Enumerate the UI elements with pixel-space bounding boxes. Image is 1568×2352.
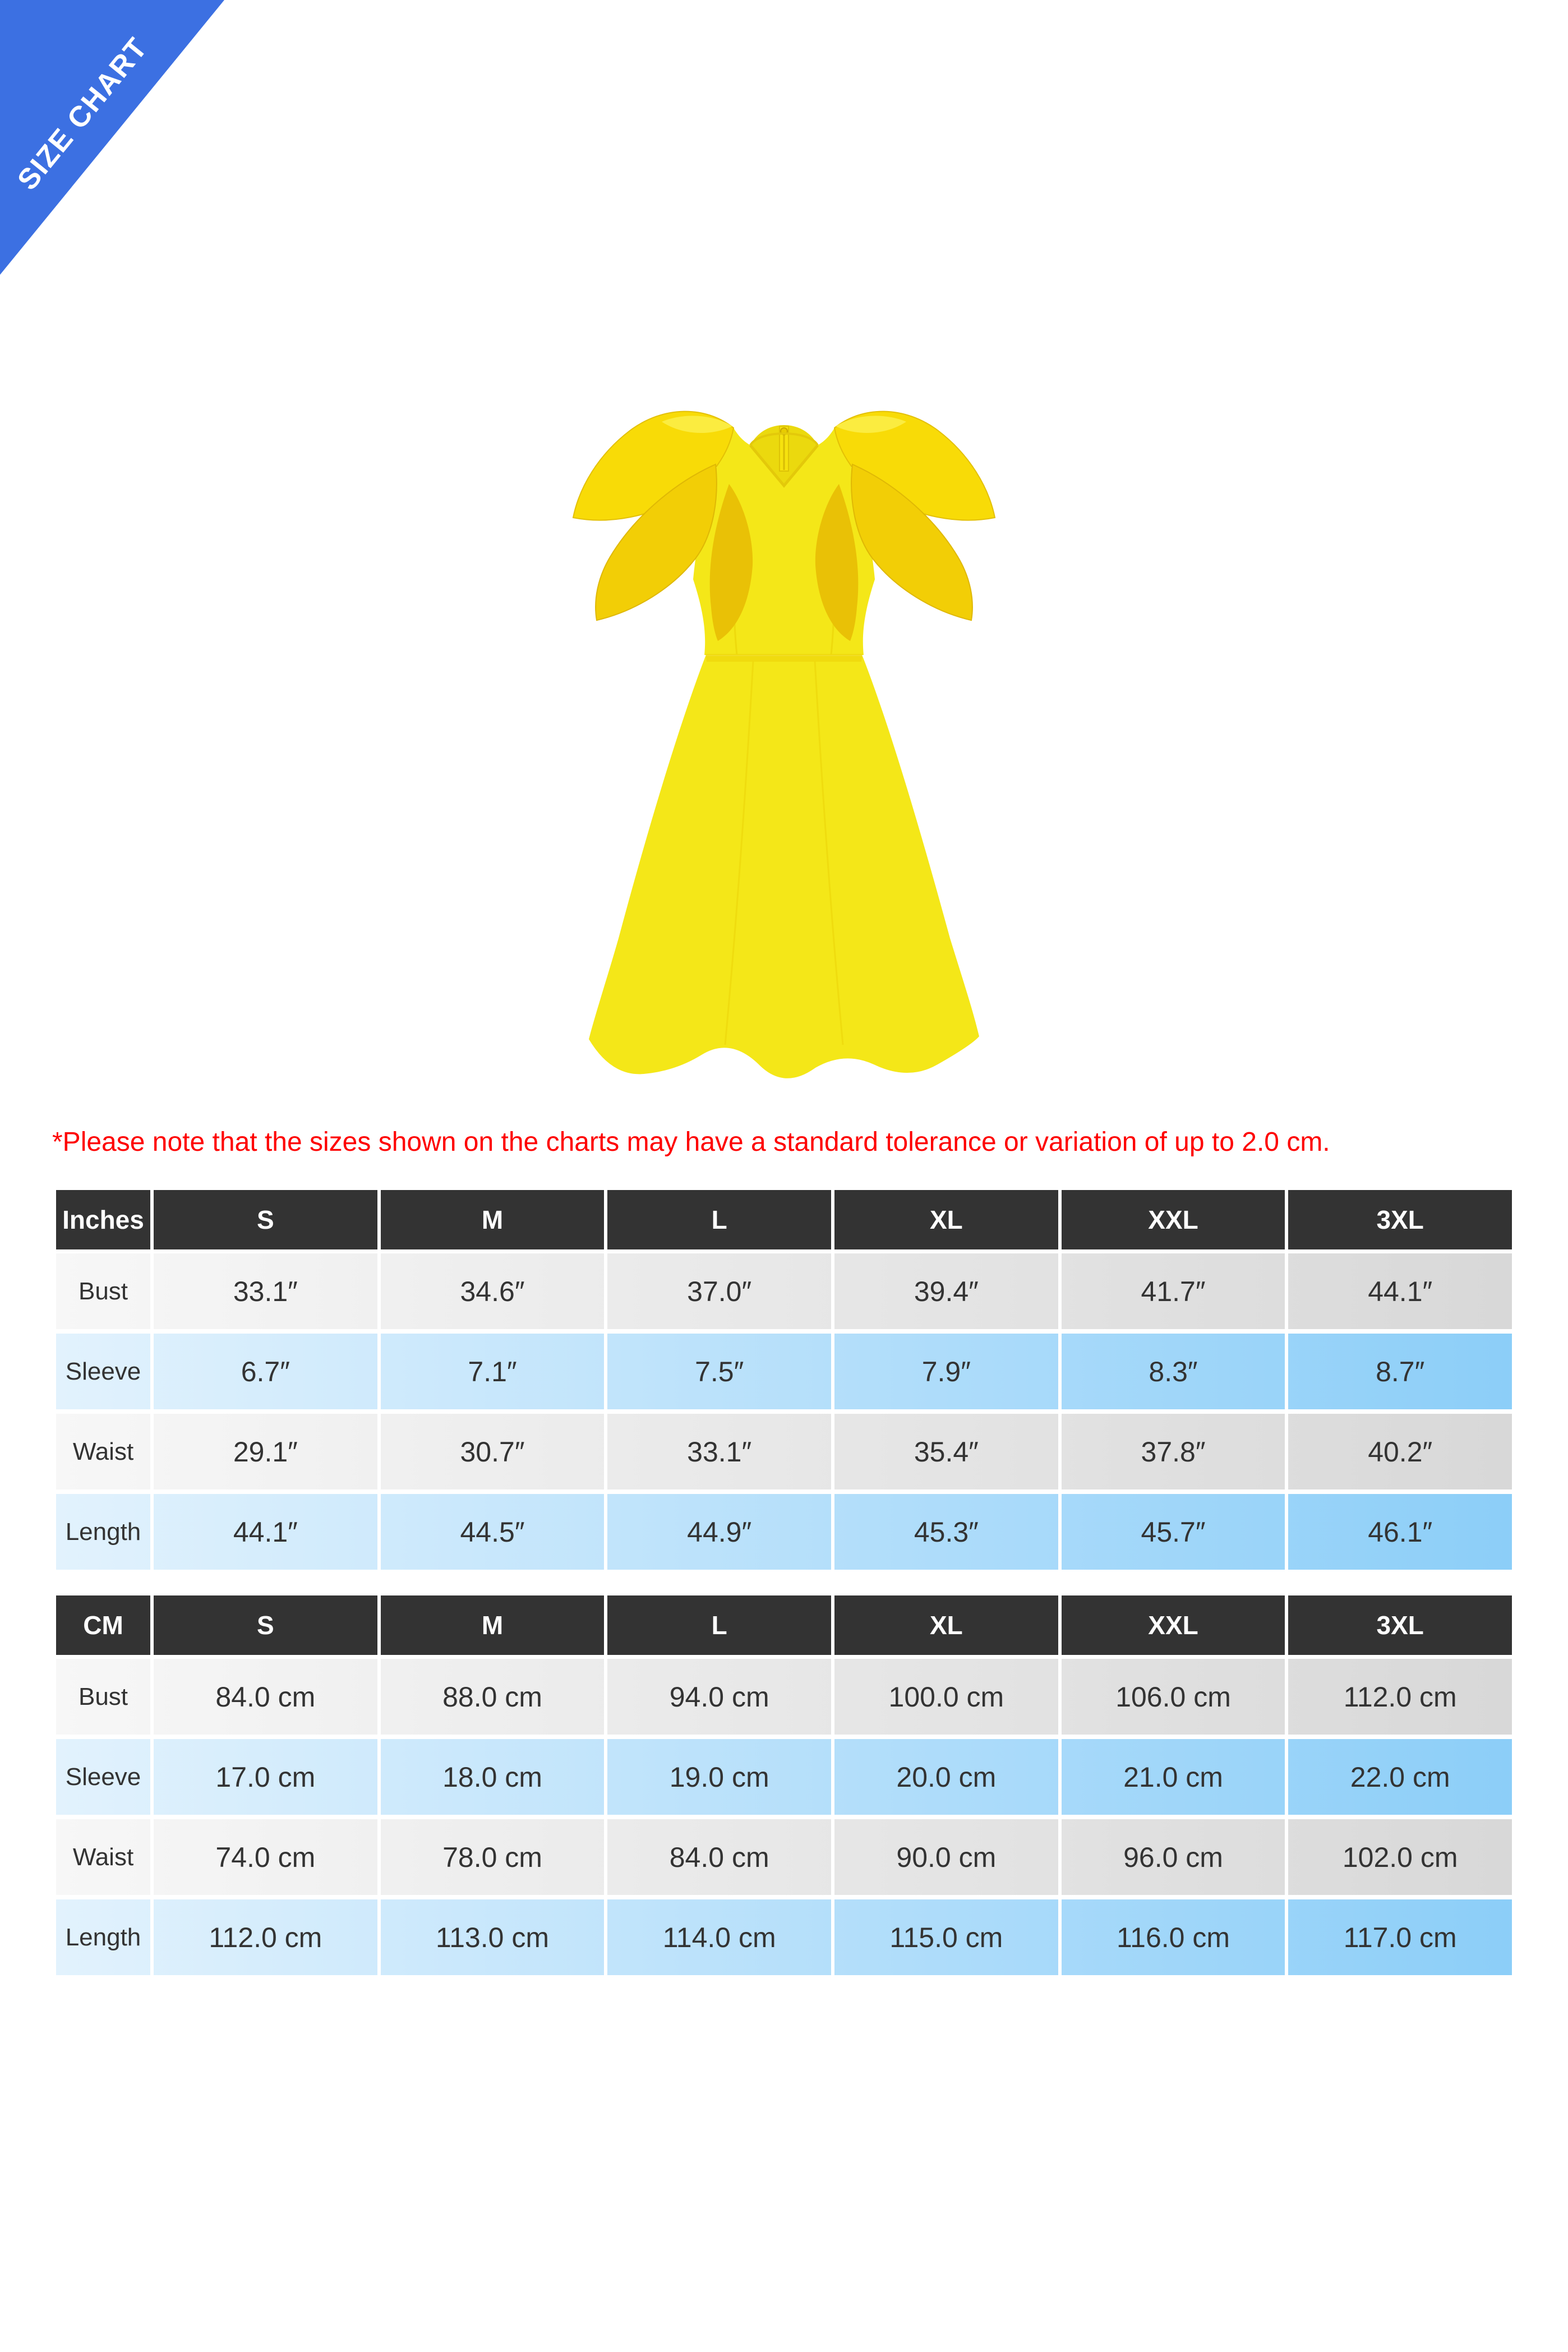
table-header-row [56, 1190, 1512, 1249]
row-label: Sleeve [65, 1763, 141, 1791]
size-value: 20.0 cm [831, 1739, 1058, 1815]
row-label: Length [65, 1923, 141, 1951]
size-value: 18.0 cm [377, 1739, 605, 1815]
size-value: 44.1″ [150, 1494, 377, 1570]
size-value: 112.0 cm [1285, 1659, 1512, 1735]
table-row-length [56, 1494, 1512, 1570]
size-column-header: S [150, 1595, 377, 1655]
size-value: 45.7″ [1058, 1494, 1285, 1570]
size-value: 37.8″ [1058, 1414, 1285, 1489]
size-value: 88.0 cm [377, 1659, 605, 1735]
size-column-header: L [604, 1595, 831, 1655]
right-sleeve-ruffle [815, 412, 995, 641]
size-value: 39.4″ [831, 1253, 1058, 1329]
size-value: 74.0 cm [150, 1819, 377, 1895]
size-column-header: 3XL [1285, 1190, 1512, 1249]
size-value: 33.1″ [604, 1414, 831, 1489]
size-value: 113.0 cm [377, 1899, 605, 1975]
size-column-header: XXL [1058, 1190, 1285, 1249]
row-label: Waist [72, 1843, 134, 1871]
size-value: 34.6″ [377, 1253, 605, 1329]
size-table-cm [56, 1595, 1512, 1975]
size-value: 8.3″ [1058, 1334, 1285, 1409]
size-value: 21.0 cm [1058, 1739, 1285, 1815]
waist-seam [705, 654, 863, 662]
unit-header: Inches [56, 1190, 150, 1249]
row-label: Bust [78, 1682, 128, 1710]
ribbon-label: SIZE CHART [11, 31, 154, 196]
size-value: 6.7″ [150, 1334, 377, 1409]
size-value: 102.0 cm [1285, 1819, 1512, 1895]
table-header-row [56, 1595, 1512, 1655]
size-column-header: M [377, 1190, 605, 1249]
size-value: 96.0 cm [1058, 1819, 1285, 1895]
size-column-header: XL [831, 1595, 1058, 1655]
size-value: 37.0″ [604, 1253, 831, 1329]
size-value: 8.7″ [1285, 1334, 1512, 1409]
size-column-header: M [377, 1595, 605, 1655]
size-value: 33.1″ [150, 1253, 377, 1329]
size-value: 44.1″ [1285, 1253, 1512, 1329]
size-value: 114.0 cm [604, 1899, 831, 1975]
unit-header: CM [56, 1595, 150, 1655]
size-tables [56, 1190, 1512, 1975]
size-value: 117.0 cm [1285, 1899, 1512, 1975]
size-value: 41.7″ [1058, 1253, 1285, 1329]
table-row-bust [56, 1659, 1512, 1735]
dress-skirt [589, 656, 979, 1078]
size-value: 30.7″ [377, 1414, 605, 1489]
size-value: 90.0 cm [831, 1819, 1058, 1895]
tolerance-note: *Please note that the sizes shown on the charts may have a standard tolerance or variation of up to 2.0 cm. [52, 1127, 1330, 1157]
size-value: 40.2″ [1285, 1414, 1512, 1489]
ribbon-triangle [0, 0, 224, 275]
table-row-sleeve [56, 1334, 1512, 1409]
size-chart-ribbon [0, 0, 224, 275]
table-row-waist [56, 1819, 1512, 1895]
size-column-header: 3XL [1285, 1595, 1512, 1655]
row-label: Bust [78, 1277, 128, 1305]
size-value: 46.1″ [1285, 1494, 1512, 1570]
size-value: 100.0 cm [831, 1659, 1058, 1735]
size-table-inches [56, 1190, 1512, 1570]
table-row-length [56, 1899, 1512, 1975]
size-value: 44.5″ [377, 1494, 605, 1570]
size-column-header: XXL [1058, 1595, 1285, 1655]
size-value: 7.9″ [831, 1334, 1058, 1409]
size-value: 19.0 cm [604, 1739, 831, 1815]
row-label: Length [65, 1518, 141, 1546]
size-value: 44.9″ [604, 1494, 831, 1570]
size-value: 84.0 cm [604, 1819, 831, 1895]
table-row-sleeve [56, 1739, 1512, 1815]
size-value: 35.4″ [831, 1414, 1058, 1489]
table-row-waist [56, 1414, 1512, 1489]
size-value: 84.0 cm [150, 1659, 377, 1735]
size-column-header: S [150, 1190, 377, 1249]
size-value: 112.0 cm [150, 1899, 377, 1975]
size-value: 7.5″ [604, 1334, 831, 1409]
size-value: 7.1″ [377, 1334, 605, 1409]
row-label: Waist [72, 1437, 134, 1465]
size-value: 115.0 cm [831, 1899, 1058, 1975]
size-value: 17.0 cm [150, 1739, 377, 1815]
size-value: 22.0 cm [1285, 1739, 1512, 1815]
size-value: 29.1″ [150, 1414, 377, 1489]
size-column-header: L [604, 1190, 831, 1249]
table-row-bust [56, 1253, 1512, 1329]
size-value: 94.0 cm [604, 1659, 831, 1735]
size-value: 116.0 cm [1058, 1899, 1285, 1975]
size-value: 106.0 cm [1058, 1659, 1285, 1735]
size-value: 45.3″ [831, 1494, 1058, 1570]
left-sleeve-ruffle [573, 412, 753, 641]
size-value: 78.0 cm [377, 1819, 605, 1895]
size-column-header: XL [831, 1190, 1058, 1249]
row-label: Sleeve [65, 1357, 141, 1385]
product-image-dress [565, 375, 1003, 1087]
